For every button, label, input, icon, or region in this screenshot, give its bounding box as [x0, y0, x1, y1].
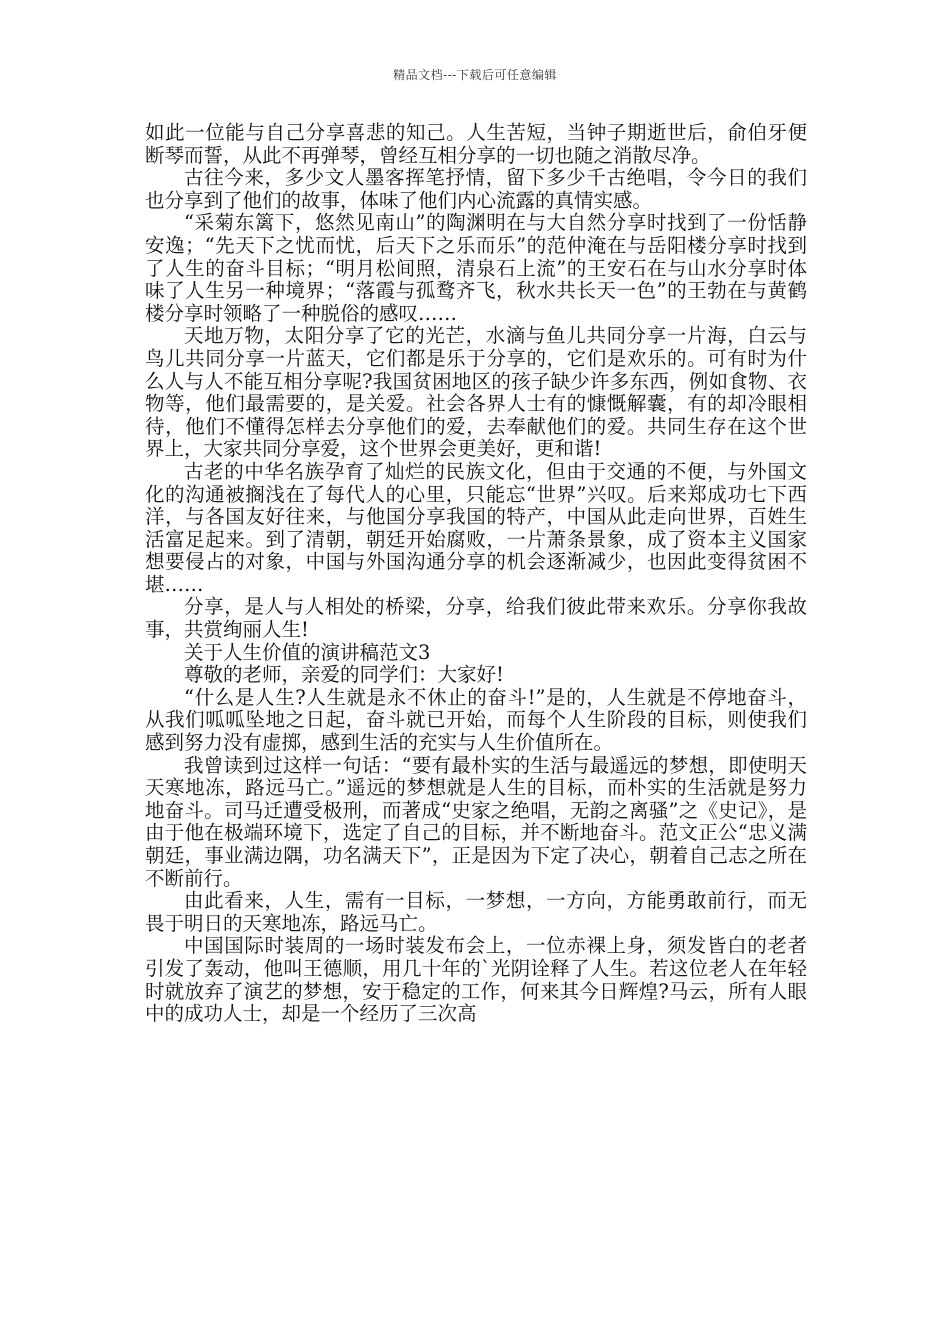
paragraph: 分享，是人与人相处的桥梁，分享，给我们彼此带来欢乐。分享你我故事，共赏绚丽人生!	[145, 595, 807, 642]
paragraph: 我曾读到过这样一句话：“要有最朴实的生活与最遥远的梦想，即使明天天寒地冻，路远马亡。”遥远的梦想就是人生的目标，而朴实的生活就是努力地奋斗。司马迁遭受极刑，而著成“史家之绝唱，无韵之离骚”之《史记》，是由于他在极端环境下，选定了自己的目标，并不断地奋斗。范文正公“忠义满朝廷，事业满边隅，功名满天下”，正是因为下定了决心，朝着自己志之所在不断前行。	[145, 753, 807, 890]
paragraph: 如此一位能与自己分享喜悲的知己。人生苦短，当钟子期逝世后，俞伯牙便断琴而誓，从此不再弹琴，曾经互相分享的一切也随之消散尽净。	[145, 121, 807, 167]
paragraph: 中国国际时装周的一场时装发布会上，一位赤裸上身，须发皆白的老者引发了轰动，他叫王德顺，用几十年的`光阴诠释了人生。若这位老人在年轻时就放弃了演艺的梦想，安于稳定的工作，何来其今日辉煌?马云，所有人眼中的成功人士，却是一个经历了三次高	[145, 934, 807, 1026]
section-title: 关于人生价值的演讲稿范文3	[184, 640, 431, 664]
paragraph: 天地万物，太阳分享了它的光芒，水滴与鱼儿共同分享一片海，白云与鸟儿共同分享一片蓝天，它们都是乐于分享的，它们是欢乐的。可有时为什么人与人不能互相分享呢?我国贫困地区的孩子缺少许多东西，例如食物、衣物等，他们最需要的，是关爱。社会各界人士有的慷慨解囊，有的却冷眼相待，他们不懂得怎样去分享他们的爱，去奉献他们的爱。共同生存在这个世界上，大家共同分享爱，这个世界会更美好，更和谐!	[145, 324, 807, 461]
page-header: 精品文档---下载后可任意编辑	[393, 68, 557, 82]
paragraph: 古老的中华名族孕育了灿烂的民族文化，但由于交通的不便，与外国文化的沟通被搁浅在了每代人的心里，只能忘“世界”兴叹。后来郑成功七下西洋，与各国友好往来，与他国分享我国的特产，中国从此走向世界，百姓生活富足起来。到了清朝，朝廷开始腐败，一片萧条景象，成了资本主义国家想要侵占的对象，中国与外国沟通分享的机会逐渐减少，也因此变得贫困不堪……	[145, 459, 807, 596]
document-body	[145, 122, 807, 1026]
greeting: 尊敬的老师，亲爱的同学们：大家好!	[184, 663, 504, 687]
paragraph: “什么是人生?人生就是永不休止的奋斗!”是的，人生就是不停地奋斗，从我们呱呱坠地之日起，奋斗就已开始，而每个人生阶段的目标，则使我们感到努力没有虚掷，感到生活的充实与人生价值所在。	[145, 685, 807, 755]
paragraph: “采菊东篱下，悠然见南山”的陶渊明在与大自然分享时找到了一份恬静安逸；“先天下之忧而忧，后天下之乐而乐”的范仲淹在与岳阳楼分享时找到了人生的奋斗目标；“明月松间照，清泉石上流”的王安石在与山水分享时体味了人生另一种境界；“落霞与孤鹜齐飞，秋水共长天一色”的王勃在与黄鹤楼分享时领略了一种脱俗的感叹……	[145, 211, 807, 325]
paragraph: 古往今来，多少文人墨客挥笔抒情，留下多少千古绝唱，令今日的我们也分享到了他们的故事，体味了他们内心流露的真情实感。	[145, 166, 807, 212]
paragraph: 由此看来，人生，需有一目标，一梦想，一方向，方能勇敢前行，而无畏于明日的天寒地冻，路远马亡。	[145, 889, 807, 935]
